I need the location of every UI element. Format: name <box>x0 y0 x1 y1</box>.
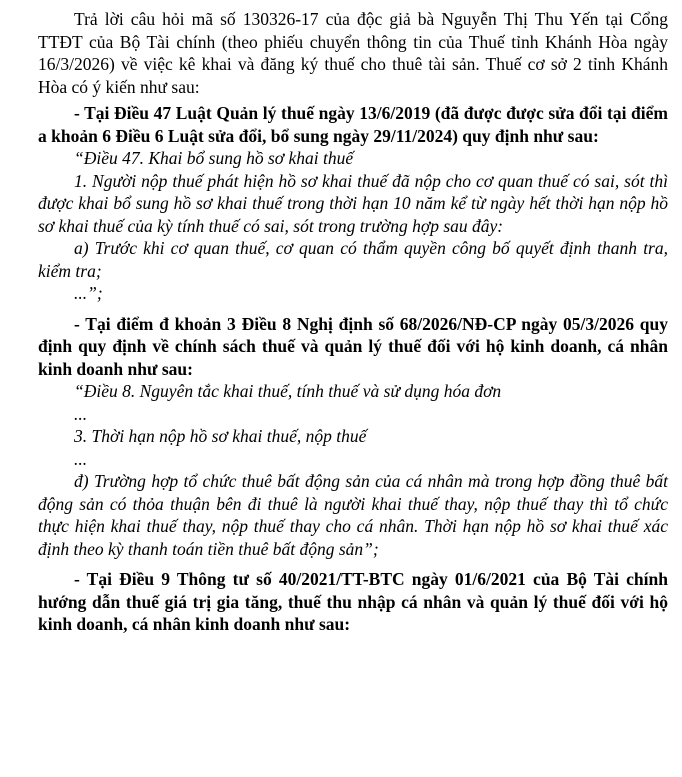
article-8-quote-title: “Điều 8. Nguyên tắc khai thuế, tính thuế và sử dụng hóa đơn <box>74 381 502 401</box>
article-47-heading: - Tại Điều 47 Luật Quản lý thuế ngày 13/6/2019 (đã được được sửa đổi tại điểm a khoản 6 Điều 6 Luật sửa đổi, bổ sung ngày 29/11/2024) quy định như sau: <box>38 103 668 146</box>
intro-paragraph: Trả lời câu hỏi mã số 130326-17 của độc giả bà Nguyễn Thị Thu Yến tại Cổng TTĐT của Bộ Tài chính (theo phiếu chuyển thông tin của Thuế tỉnh Khánh Hòa ngày 16/3/2026) về việc kê khai và đăng ký thuế cho thuê tài sản. Thuế cơ sở 2 tỉnh Khánh Hòa có ý kiến như sau: <box>38 9 668 97</box>
article-47-quote-end: ...”; <box>74 283 103 303</box>
article-8-point-d: đ) Trường hợp tổ chức thuê bất động sản của cá nhân mà trong hợp đồng thuê bất động sản có thỏa thuận bên đi thuê là người khai thuế thay, nộp thuế thay thì tổ chức thực hiện khai thuế thay, nộp thuế thay cho cá nhân. Thời hạn nộp hồ sơ khai thuế xác định theo kỳ thanh toán tiền thuê bất động sản”; <box>38 471 668 559</box>
article-8-ellipsis-2: ... <box>74 448 88 469</box>
circular-40-heading: - Tại Điều 9 Thông tư số 40/2021/TT-BTC ngày 01/6/2021 của Bộ Tài chính hướng dẫn thuế giá trị gia tăng, thuế thu nhập cá nhân và quản lý thuế đối với hộ kinh doanh, cá nhân kinh doanh như sau: <box>38 569 668 634</box>
article-8-ellipsis-1: ... <box>74 403 88 424</box>
article-47-quote-title: “Điều 47. Khai bổ sung hồ sơ khai thuế <box>74 148 354 168</box>
article-47-point-a: a) Trước khi cơ quan thuế, cơ quan có thẩm quyền công bố quyết định thanh tra, kiểm tra; <box>38 238 668 281</box>
article-47-clause-1: 1. Người nộp thuế phát hiện hồ sơ khai thuế đã nộp cho cơ quan thuế có sai, sót thì được khai bổ sung hồ sơ khai thuế trong thời hạn 10 năm kể từ ngày hết thời hạn nộp hồ sơ khai thuế của kỳ tính thuế có sai, sót trong trường hợp sau đây: <box>38 170 668 236</box>
document-page <box>38 8 668 636</box>
decree-68-heading: - Tại điểm đ khoản 3 Điều 8 Nghị định số 68/2026/NĐ-CP ngày 05/3/2026 quy định quy định về chính sách thuế và quản lý thuế đối với hộ kinh doanh, cá nhân kinh doanh như sau: <box>38 313 668 379</box>
article-8-clause-3: 3. Thời hạn nộp hồ sơ khai thuế, nộp thuế <box>74 426 367 446</box>
